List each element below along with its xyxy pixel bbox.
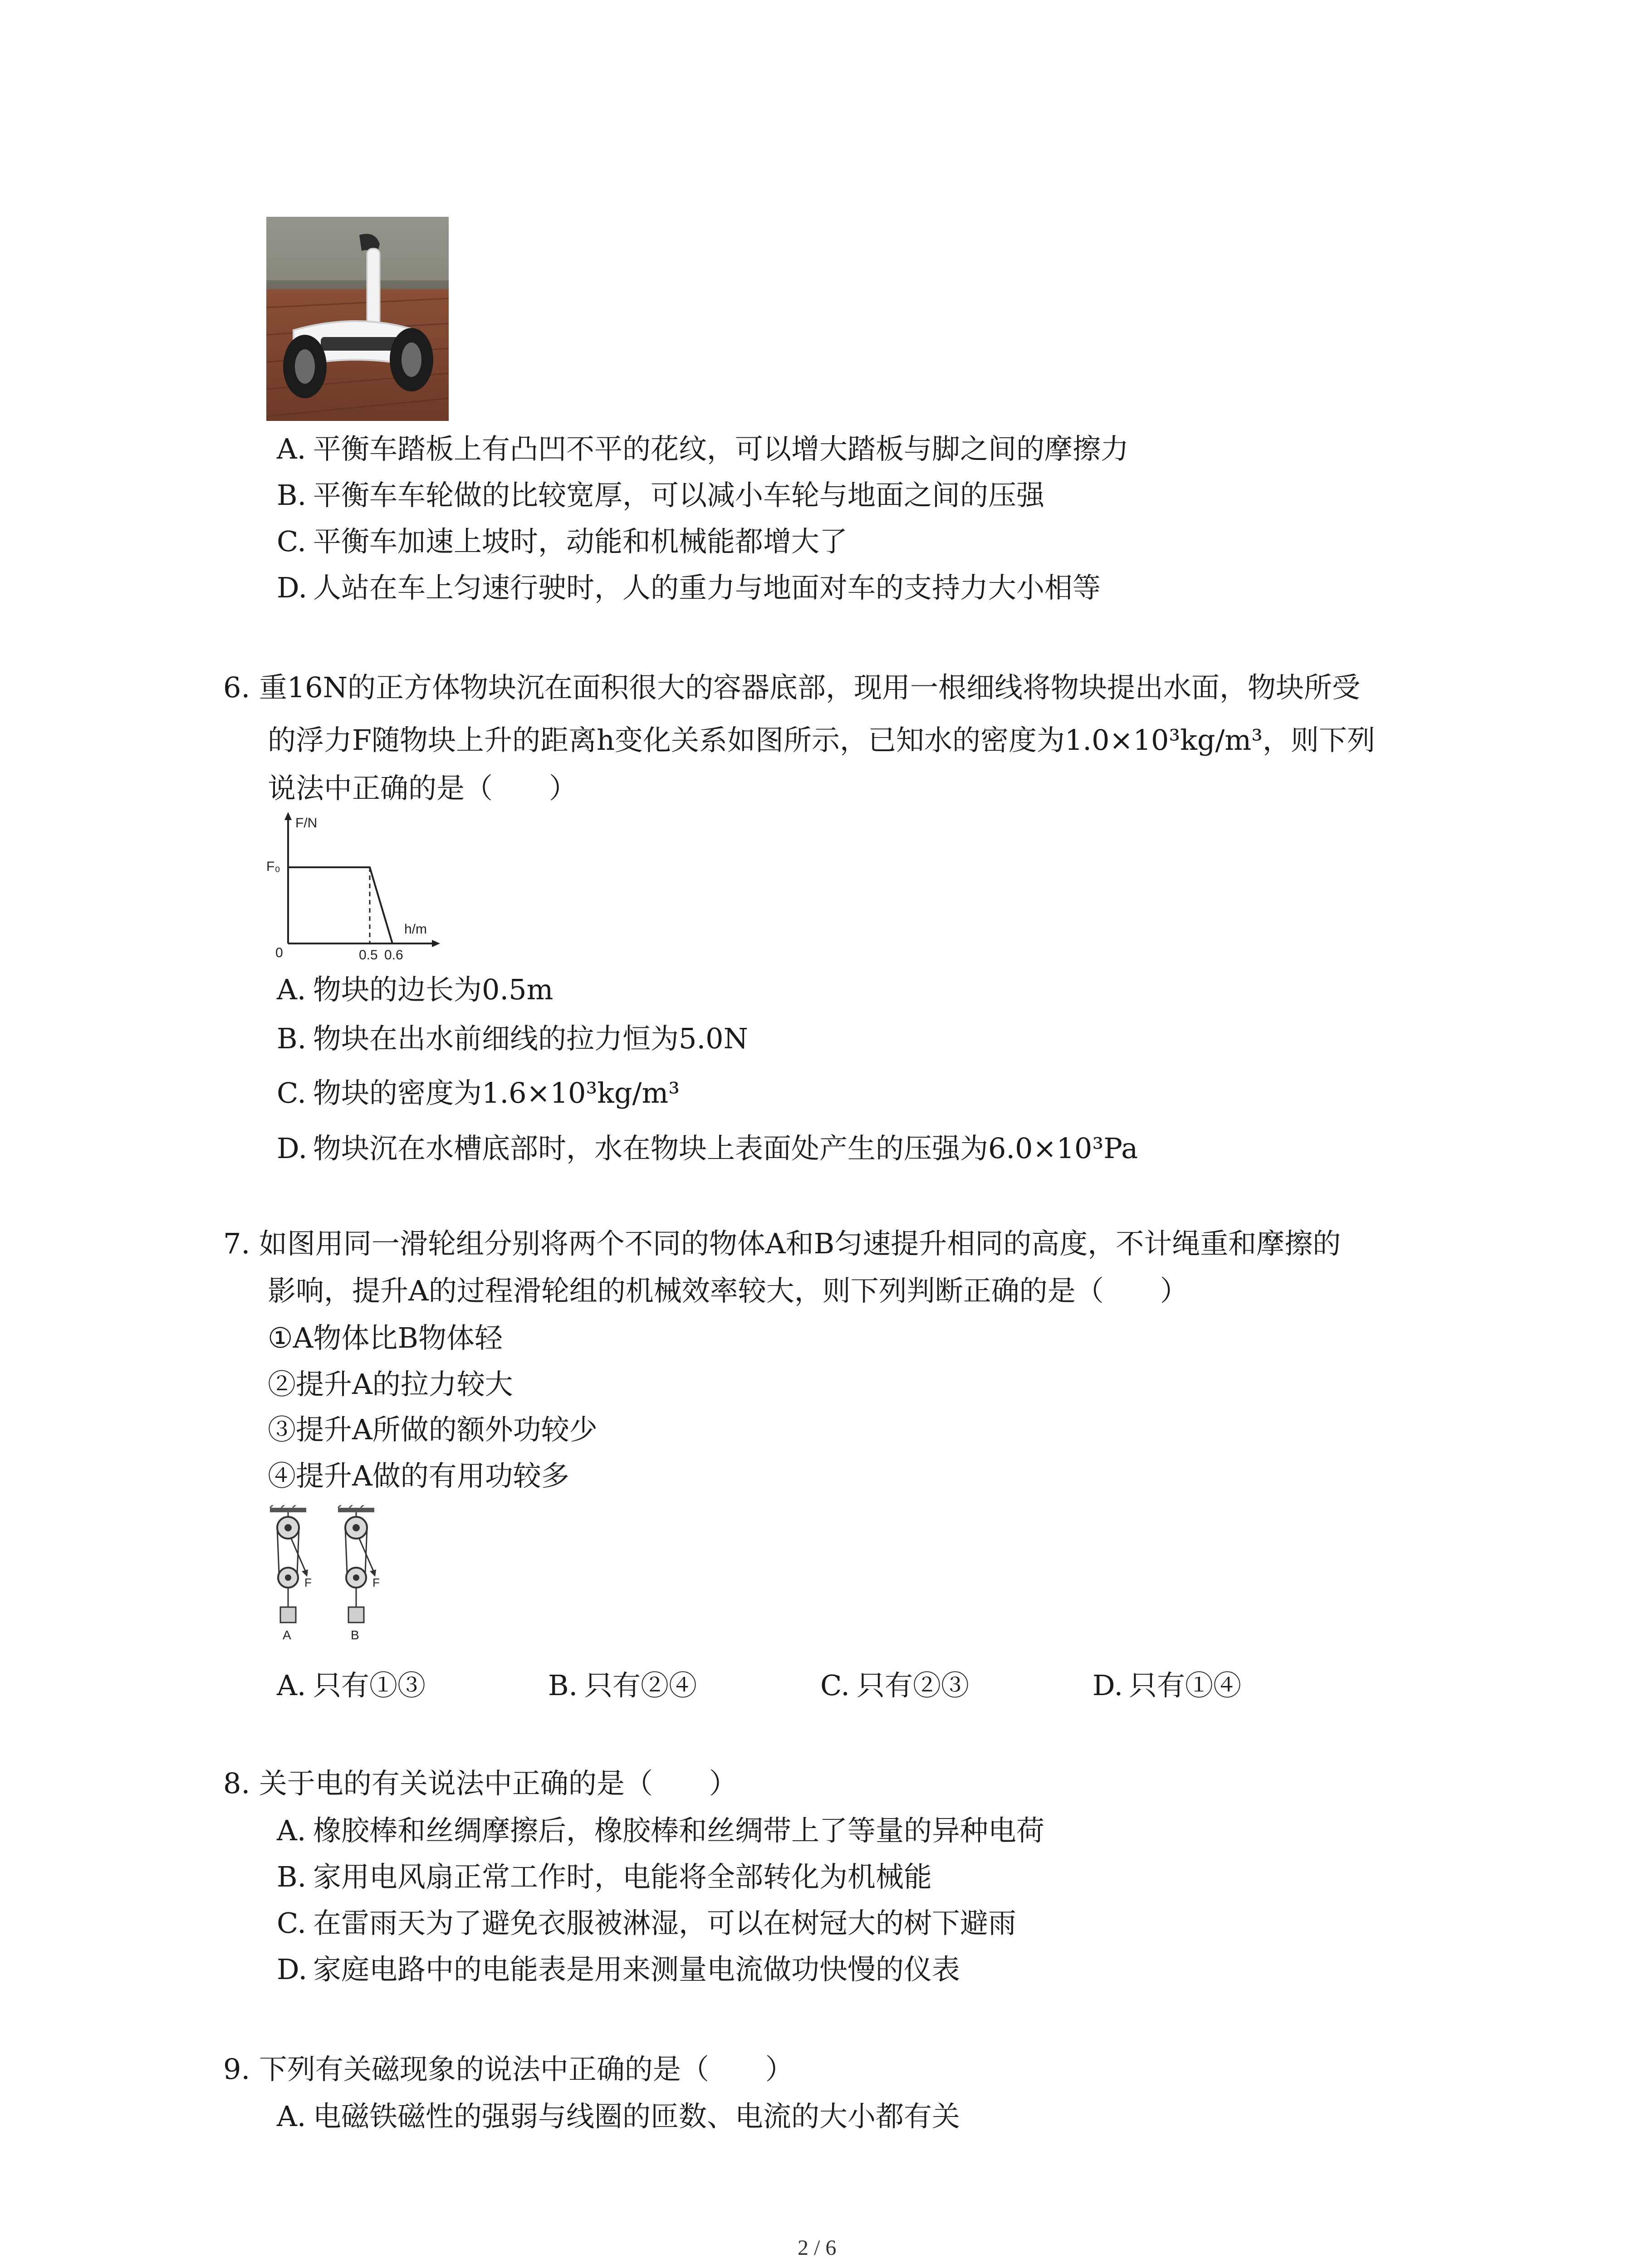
- q8-option-b: [277, 1859, 932, 1895]
- balance-scooter-photo: [266, 217, 449, 421]
- option-text: 在雷雨天为了避免衣服被淋湿，可以在树冠大的树下避雨: [313, 1906, 1017, 1940]
- option-letter: D.: [277, 1953, 308, 1986]
- f0-label: F₀: [266, 859, 280, 874]
- force-label-b: F: [372, 1576, 380, 1589]
- q7-option-b: [548, 1667, 697, 1704]
- option-letter: C.: [277, 1906, 306, 1940]
- option-text: 电磁铁磁性的强弱与线圈的匝数、电流的大小都有关: [313, 2100, 960, 2133]
- q7-option-a: [277, 1667, 426, 1704]
- q9-stem: 9. 下列有关磁现象的说法中正确的是（ ）: [223, 2053, 794, 2086]
- option-text: 物块沉在水槽底部时，水在物块上表面处产生的压强为6.0×10³Pa: [313, 1132, 1138, 1165]
- q7-statement-4: ④提升A做的有用功较多: [268, 1459, 569, 1492]
- option-text: 只有①④: [1129, 1669, 1242, 1702]
- option-text: 家庭电路中的电能表是用来测量电流做功快慢的仪表: [313, 1953, 960, 1986]
- q5-option-a: [277, 431, 1129, 467]
- option-text: 平衡车加速上坡时，动能和机械能都增大了: [313, 525, 848, 558]
- q6-stem-line1: 6. 重16N的正方体物块沉在面积很大的容器底部，现用一根细线将物块提出水面，物块所受: [223, 671, 1361, 704]
- option-text: 橡胶棒和丝绸摩擦后，橡胶棒和丝绸带上了等量的异种电荷: [313, 1814, 1045, 1847]
- option-letter: B.: [277, 479, 307, 512]
- q7-statement-2: ②提升A的拉力较大: [268, 1368, 513, 1401]
- label-a: A: [283, 1628, 291, 1642]
- q6-option-d: [277, 1130, 1138, 1167]
- pulley-a: [270, 1505, 312, 1642]
- option-letter: C.: [277, 1076, 306, 1110]
- page-number: 2 / 6: [798, 2236, 837, 2260]
- option-text: 家用电风扇正常工作时，电能将全部转化为机械能: [313, 1860, 932, 1893]
- q7-option-d: [1092, 1667, 1241, 1704]
- q7-option-c: [820, 1667, 969, 1704]
- q6-option-c: [277, 1075, 680, 1111]
- q6-option-a: [277, 972, 553, 1008]
- option-text: 平衡车车轮做的比较宽厚，可以减小车轮与地面之间的压强: [313, 479, 1045, 512]
- q8-option-d: [277, 1951, 960, 1988]
- q6-option-b: [277, 1021, 748, 1057]
- q7-statement-1: ①A物体比B物体轻: [268, 1321, 503, 1354]
- option-letter: C.: [820, 1669, 850, 1702]
- q5-option-b: [277, 477, 1044, 513]
- option-letter: A.: [277, 1669, 306, 1702]
- q5-option-c: [277, 523, 847, 560]
- tick-0-6: 0.6: [384, 948, 403, 963]
- option-letter: A.: [277, 432, 306, 465]
- option-letter: A.: [277, 973, 306, 1006]
- q8-option-c: [277, 1905, 1016, 1941]
- origin-label: 0: [275, 945, 283, 960]
- option-letter: D.: [277, 571, 308, 604]
- q7-statement-3: ③提升A所做的额外功较少: [268, 1413, 598, 1446]
- tick-0-5: 0.5: [359, 948, 378, 963]
- label-b: B: [351, 1628, 359, 1642]
- q5-option-d: [277, 570, 1101, 606]
- option-text: 只有①③: [313, 1669, 426, 1702]
- option-letter: B.: [548, 1669, 578, 1702]
- q9-option-a: [277, 2098, 960, 2135]
- option-letter: C.: [277, 525, 306, 558]
- option-text: 平衡车踏板上有凸凹不平的花纹，可以增大踏板与脚之间的摩擦力: [313, 432, 1129, 465]
- q6-stem-line3: 说法中正确的是（ ）: [268, 772, 578, 805]
- option-text: 物块的密度为1.6×10³kg/m³: [313, 1076, 680, 1110]
- q6-stem-line2: 的浮力F随物块上升的距离h变化关系如图所示，已知水的密度为1.0×10³kg/m³，则下列: [268, 723, 1376, 757]
- pulley-b: [338, 1505, 380, 1642]
- option-text: 物块在出水前细线的拉力恒为5.0N: [313, 1022, 748, 1055]
- option-letter: B.: [277, 1022, 307, 1055]
- option-text: 人站在车上匀速行驶时，人的重力与地面对车的支持力大小相等: [313, 571, 1101, 604]
- q7-stem-line1: 7. 如图用同一滑轮组分别将两个不同的物体A和B匀速提升相同的高度，不计绳重和摩擦的: [223, 1227, 1341, 1260]
- x-axis-label: h/m: [404, 922, 427, 937]
- q8-stem: 8. 关于电的有关说法中正确的是（ ）: [223, 1767, 737, 1800]
- option-letter: A.: [277, 1814, 306, 1847]
- option-text: 只有②③: [857, 1669, 970, 1702]
- force-label-a: F: [304, 1576, 312, 1589]
- pulley-system-figure: [265, 1505, 402, 1659]
- option-letter: D.: [1092, 1669, 1123, 1702]
- option-text: 物块的边长为0.5m: [313, 973, 554, 1006]
- q7-stem-line2: 影响，提升A的过程滑轮组的机械效率较大，则下列判断正确的是（ ）: [268, 1274, 1188, 1307]
- option-letter: B.: [277, 1860, 307, 1893]
- buoyancy-graph: [265, 812, 447, 966]
- q8-option-a: [277, 1813, 1044, 1849]
- option-text: 只有②④: [584, 1669, 697, 1702]
- y-axis-label: F/N: [295, 816, 318, 831]
- option-letter: A.: [277, 2100, 306, 2133]
- option-letter: D.: [277, 1132, 308, 1165]
